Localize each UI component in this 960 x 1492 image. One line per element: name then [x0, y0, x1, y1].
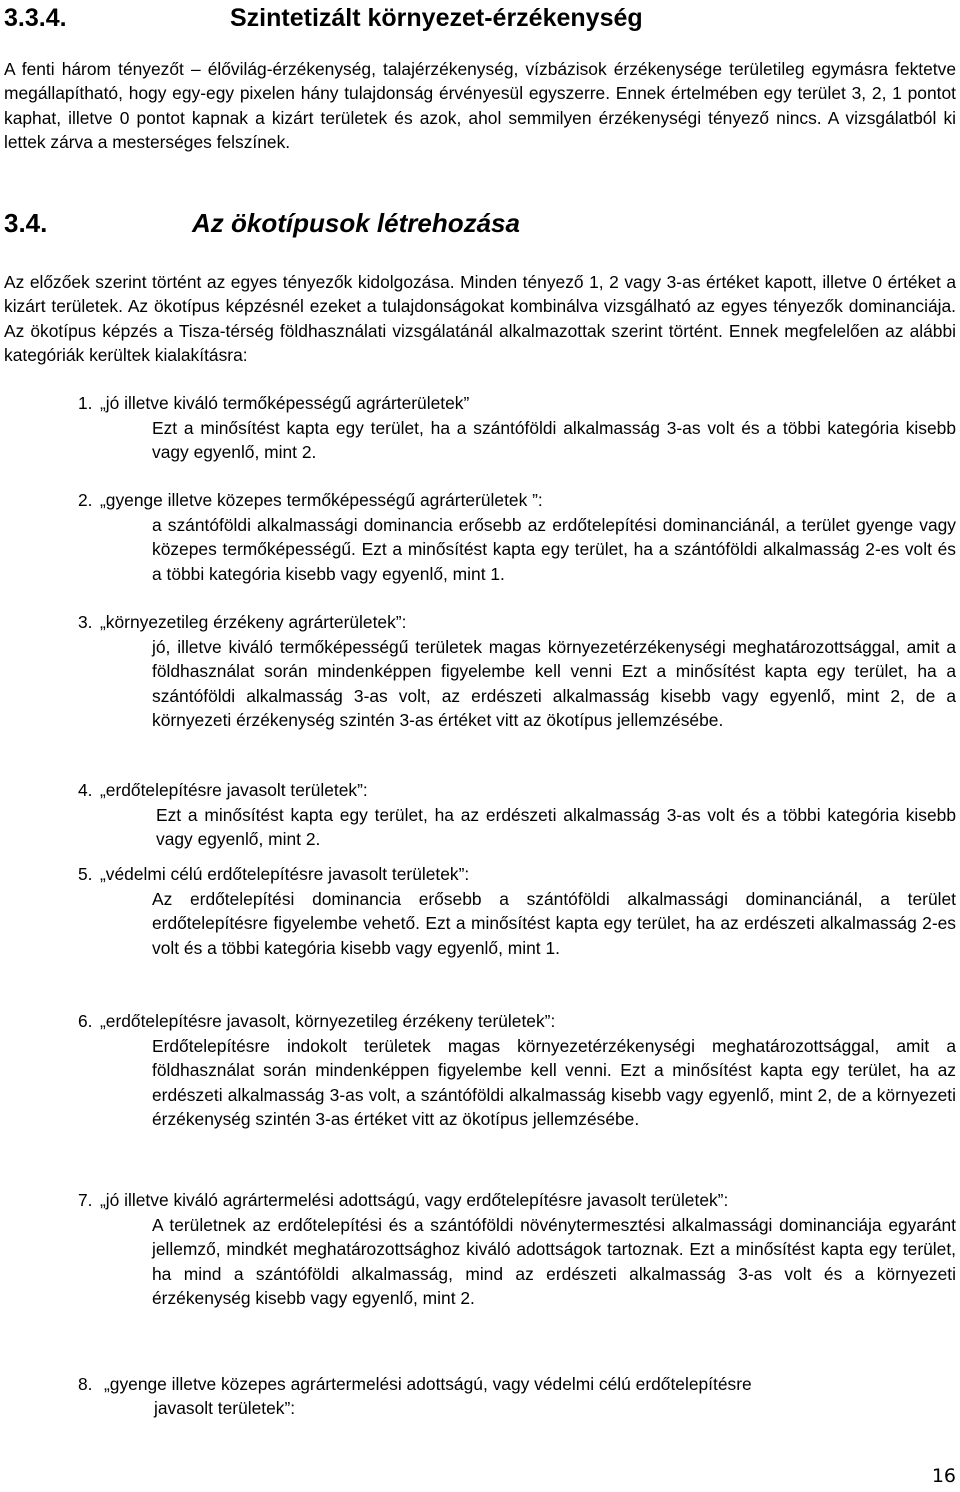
list-item-number: 3. [78, 612, 93, 632]
list-item-body: A területnek az erdőtelepítési és a szántóföldi növénytermesztési alkalmassági dominanciája egyaránt jellemző, mindkét meghatározottsághoz kiváló adottságok tartoznak. Ezt a minősítést kapta egy terület, ha mind a szántóföldi alkalmasság, mind az erdészeti alkalmasság 3-as volt és a környezeti érzékenység kisebb vagy egyenlő, mint 2. [152, 1215, 956, 1308]
list-item-body: Erdőtelepítésre indokolt területek magas környezetérzékenységi meghatározottsággal, amit a földhasználat során mindenképpen figyelembe kell venni. Ezt a minősítést kapta egy terület, ha az erdészeti alkalmasság 3-as volt, a szántóföldi alkalmasság kisebb vagy egyenlő, mint 2, de a környezeti érzékenység szintén 3-as értéket vitt az ökotípus jellemzésébe. [152, 1036, 956, 1129]
list-item-title [78, 862, 958, 886]
list-item-title-text: „erdőtelepítésre javasolt, környezetileg érzékeny területek”: [100, 1011, 556, 1031]
list-item-title [78, 391, 958, 415]
list-item-body: Ezt a minősítést kapta egy terület, ha a szántóföldi alkalmasság 3-as volt és a többi kategória kisebb vagy egyenlő, mint 2. [152, 418, 956, 463]
list-item-title-text: „erdőtelepítésre javasolt területek”: [100, 780, 368, 800]
list-item-title [78, 488, 958, 512]
list-item-title [78, 1372, 956, 1421]
list-item-number: 6. [78, 1011, 93, 1031]
list-item-title [78, 1009, 958, 1033]
list-item-number: 4. [78, 780, 93, 800]
list-item-title [78, 778, 958, 802]
list-item-title [78, 1188, 958, 1212]
list-item-title-text: „környezetileg érzékeny agrárterületek”: [100, 612, 407, 632]
list-item-title [78, 610, 958, 634]
section-paragraph-3-4: Az előzőek szerint történt az egyes tényezők kidolgozása. Minden tényező 1, 2 vagy 3-as értéket kapott, illetve 0 értéket a kizárt területek. Az ökotípus képzésnél ezeket a tulajdonságokat kombinálva vizsgálható az egyes tényezők dominanciája. Az ökotípus képzés a Tisza-térség földhasználati vizsgálatánál alkalmazottak szerint történt. Ennek megfelelően az alábbi kategóriák kerültek kialakításra: [4, 272, 956, 365]
list-item-number: 7. [78, 1190, 93, 1210]
section-title: Szintetizált környezet-érzékenység [230, 4, 643, 32]
section-number: 3.4. [4, 208, 48, 238]
list-item-number: 5. [78, 864, 93, 884]
list-item-title-text: „gyenge illetve közepes termőképességű agrárterületek ”: [100, 490, 543, 510]
list-item-body: Ezt a minősítést kapta egy terület, ha az erdészeti alkalmasság 3-as volt és a többi kategória kisebb vagy egyenlő, mint 2. [156, 805, 956, 850]
list-item-title-text-continued: javasolt területek”: [154, 1398, 296, 1419]
list-item-title-text: „jó illetve kiváló termőképességű agrárterületek” [100, 393, 470, 413]
section-heading-3-4 [4, 205, 520, 241]
page-number: 16 [931, 1465, 956, 1487]
section-paragraph-3-3-4: A fenti három tényezőt – élővilág-érzékenység, talajérzékenység, vízbázisok érzékenysége területileg egymásra fektetve megállapítható, hogy egy-egy pixelen hány tulajdonság érvényesül egyszerre. Ennek értelmében egy terület 3, 2, 1 pontot kaphat, illetve 0 pontot kapnak a kizárt területek és azok, ahol semmilyen érzékenységi tényező nincs. A vizsgálatból ki lettek zárva a mesterséges felszínek. [4, 59, 956, 152]
list-item-title-text: „gyenge illetve közepes agrártermelési adottságú, vagy védelmi célú erdőtelepítésre [104, 1374, 752, 1394]
list-item-body: a szántóföldi alkalmassági dominancia erősebb az erdőtelepítési dominanciánál, a terület gyenge vagy közepes termőképességű. Ezt a minősítést kapta egy terület, ha a szántóföldi alkalmasság 2-es volt és a többi kategória kisebb vagy egyenlő, mint 1. [152, 515, 956, 584]
list-item-title-text: „jó illetve kiváló agrártermelési adottságú, vagy erdőtelepítésre javasolt területek”: [100, 1190, 729, 1210]
section-title: Az ökotípusok létrehozása [192, 208, 520, 238]
section-number: 3.3.4. [4, 4, 67, 32]
list-item-title-text: „védelmi célú erdőtelepítésre javasolt területek”: [100, 864, 470, 884]
list-item-body: Az erdőtelepítési dominancia erősebb a szántóföldi alkalmassági dominanciánál, a terület erdőtelepítésre figyelembe vehető. Ezt a minősítést kapta egy terület, ha az erdészeti alkalmasság 2-es volt és a többi kategória kisebb vagy egyenlő, mint 1. [152, 889, 956, 958]
section-heading-3-3-4 [4, 2, 643, 34]
list-item-number: 1. [78, 393, 93, 413]
list-item-number: 8. [78, 1374, 93, 1394]
list-item-number: 2. [78, 490, 93, 510]
list-item-body: jó, illetve kiváló termőképességű területek magas környezetérzékenységi meghatározottsággal, amit a földhasználat során mindenképpen figyelembe kell venni Ezt a minősítést kapta egy terület, ha a szántóföldi alkalmasság 3-as volt, az erdészeti alkalmasság kisebb vagy egyenlő, mint 2, de a környezeti érzékenység szintén 3-as értéket vitt az ökotípus jellemzésébe. [152, 637, 956, 730]
